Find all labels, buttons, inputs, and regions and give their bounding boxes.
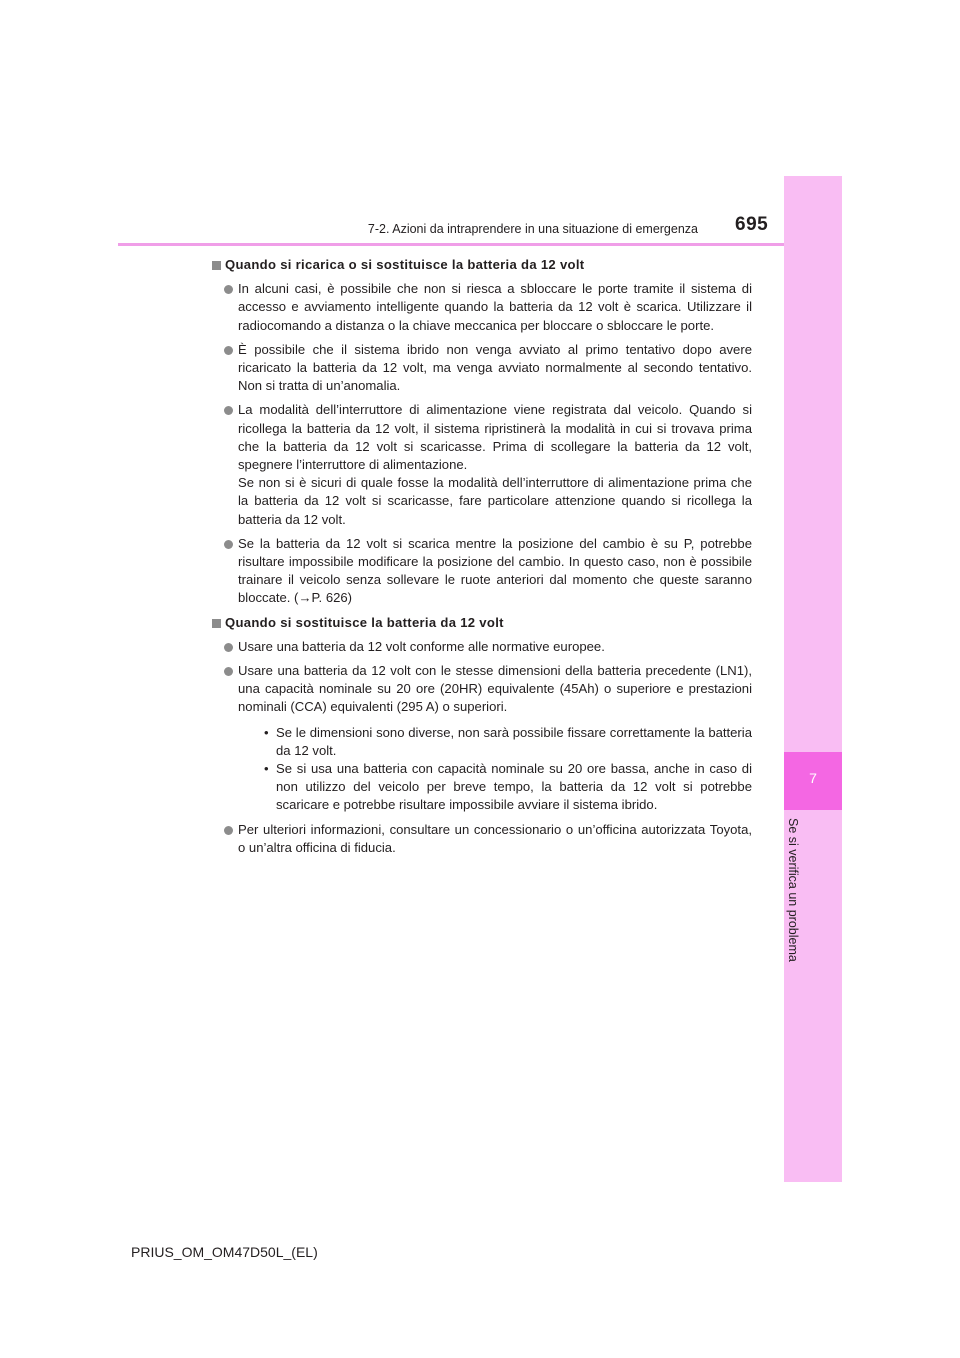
list-item <box>212 535 752 608</box>
list-item <box>212 638 752 656</box>
sub-bullet: • <box>264 761 269 777</box>
sub-item-text: Se le dimensioni sono diverse, non sarà possibile fissare correttamente la batteria da 12 volt. <box>276 724 752 758</box>
list-item <box>212 341 752 396</box>
chapter-label: Se si verifica un problema <box>786 818 800 962</box>
heading-text: Quando si sostituisce la batteria da 12 volt <box>225 614 504 630</box>
item-text: In alcuni casi, è possibile che non si riesca a sbloccare le porte tramite il sistema di accesso e avviamento intelligente quando la batteria da 12 volt è scarica. Utilizzare il radiocomando a distanza o la chiave meccanica per bloccare o sbloccare le porte. <box>238 281 752 333</box>
section-title: 7-2. Azioni da intraprendere in una situazione di emergenza <box>367 222 698 236</box>
sub-bullet: • <box>264 724 269 740</box>
round-bullet-icon <box>224 667 233 676</box>
list-item <box>212 280 752 335</box>
item-text: Per ulteriori informazioni, consultare un concessionario o un’officina autorizzata Toyota, o un’altra officina di fiducia. <box>238 821 752 855</box>
page-content <box>212 252 752 863</box>
round-bullet-icon <box>224 540 233 549</box>
round-bullet-icon <box>224 346 233 355</box>
sub-item-text: Se si usa una batteria con capacità nominale su 20 ore bassa, anche in caso di non utilizzo del veicolo per breve tempo, la batteria da 12 volt si potrebbe scaricare e potrebbe risultare impossibile avviare il sistema ibrido. <box>276 761 752 813</box>
chapter-number: 7 <box>784 752 842 810</box>
section-heading <box>212 614 752 632</box>
sub-item <box>238 724 752 760</box>
round-bullet-icon <box>224 285 233 294</box>
heading-text: Quando si ricarica o si sostituisce la batteria da 12 volt <box>225 257 585 272</box>
document-code: PRIUS_OM_OM47D50L_(EL) <box>131 1244 318 1260</box>
list-item <box>212 662 752 815</box>
item-text: Usare una batteria da 12 volt con le stesse dimensioni della batteria precedente (LN1), una capacità nominale su 20 ore (20HR) equivalente (45Ah) o superiore e prestazioni nominali (CCA) equivalenti (295 A) o superiori. <box>238 663 752 715</box>
side-tab <box>784 176 842 1182</box>
round-bullet-icon <box>224 406 233 415</box>
round-bullet-icon <box>224 826 233 835</box>
header-divider <box>118 243 784 246</box>
list-item <box>212 821 752 857</box>
list-item <box>212 401 752 528</box>
item-text: Se non si è sicuri di quale fosse la modalità dell’interruttore di alimentazione prima che la batteria da 12 volt si scaricasse, fare particolare attenzione quando si ricollega la batteria da 12 volt. <box>238 475 752 527</box>
item-text: Usare una batteria da 12 volt conforme alle normative europee. <box>238 638 605 654</box>
round-bullet-icon <box>224 643 233 652</box>
square-bullet-icon <box>212 261 221 270</box>
item-text: Se la batteria da 12 volt si scarica mentre la posizione del cambio è su P, potrebbe risultare impossibile modificare la posizione del cambio. In questo caso, non è possibile trainare il veicolo senza sollevare le ruote anteriori dal momento che queste saranno bloccate. (→P. 626) <box>238 535 752 606</box>
item-text: La modalità dell’interruttore di alimentazione viene registrata dal veicolo. Quando si ricollega la batteria da 12 volt, il sistema ripristinerà la modalità in cui si trovava prima che la batteria da 12 volt si scaricasse. Prima di scollegare la batteria da 12 volt, spegnere l’interruttore di alimentazione. <box>238 402 752 473</box>
item-text: È possibile che il sistema ibrido non venga avviato al primo tentativo dopo avere ricaricato la batteria da 12 volt, ma venga avviato normalmente al secondo tentativo. Non si tratta di un’anomalia. <box>238 341 752 394</box>
sub-item <box>238 760 752 815</box>
page-number: 695 <box>735 214 769 235</box>
section-heading <box>212 256 752 274</box>
square-bullet-icon <box>212 619 221 628</box>
